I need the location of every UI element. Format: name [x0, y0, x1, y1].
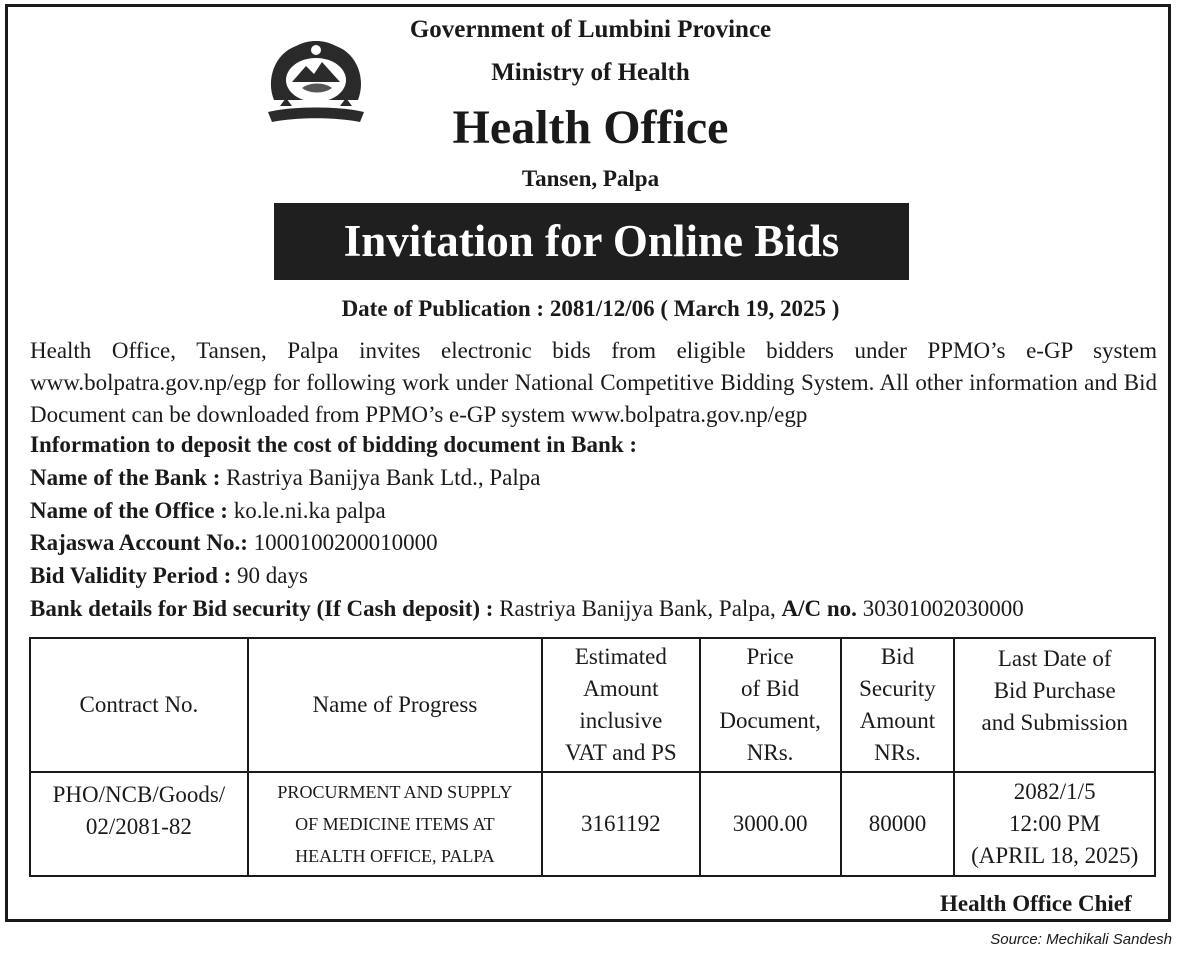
cell-bid-security-amount: 80000	[841, 772, 955, 876]
header-bid-security-amount	[841, 638, 955, 772]
ministry-title: Ministry of Health	[491, 59, 690, 86]
cell-line: PHO/NCB/Goods/	[52, 782, 226, 807]
bids-table	[29, 637, 1156, 877]
signature-title: Health Office Chief	[940, 891, 1132, 916]
validity-value: 90 days	[237, 563, 308, 588]
table-row	[30, 772, 1155, 876]
office-name-value: ko.le.ni.ka palpa	[233, 498, 386, 523]
security-ac-value: 30301002030000	[862, 596, 1024, 621]
cell-line: 12:00 PM	[1009, 811, 1101, 836]
intro-paragraph: Health Office, Tansen, Palpa invites electronic bids from eligible bidders under PPMO’s e-GP system www.bolpatra.gov.np/egp for following work under National Competitive Bidding System. All other information and Bid Document can be downloaded from PPMO’s e-GP system www.bolpatra.gov.np/egp	[30, 338, 1157, 427]
office-name-label: Name of the Office :	[30, 498, 228, 523]
source-credit: Source: Mechikali Sandesh	[990, 931, 1172, 948]
cell-price-of-bid-document: 3000.00	[700, 772, 841, 876]
cell-name-of-progress	[248, 772, 542, 876]
security-label: Bank details for Bid security (If Cash deposit) :	[30, 596, 494, 621]
deposit-heading	[30, 432, 637, 458]
deposit-heading-text: Information to deposit the cost of bidding document in Bank :	[30, 432, 638, 457]
cell-line: 2082/1/5	[1013, 779, 1096, 804]
header-last-date	[954, 638, 1155, 772]
account-label: Rajaswa Account No.:	[30, 530, 248, 555]
office-location: Tansen, Palpa	[521, 166, 660, 191]
cell-line: PROCURMENT AND SUPPLY	[277, 782, 513, 802]
account-value: 1000100200010000	[253, 530, 438, 555]
header-line: Amount	[583, 676, 659, 701]
security-line	[30, 596, 1024, 622]
security-ac-label: A/C no.	[781, 596, 857, 621]
publication-date: Date of Publication : 2081/12/06 ( March 19, 2025 )	[341, 296, 840, 321]
header-name-of-progress: Name of Progress	[248, 638, 542, 772]
cell-line: (APRIL 18, 2025)	[971, 843, 1139, 868]
header-line: Bid Purchase	[993, 678, 1116, 703]
bank-name-line	[30, 465, 540, 491]
government-title: Government of Lumbini Province	[409, 16, 772, 43]
invitation-banner: Invitation for Online Bids	[274, 203, 909, 280]
header-line: VAT and PS	[565, 740, 677, 765]
table-header-row	[30, 638, 1155, 772]
header-line: and Submission	[981, 710, 1128, 735]
header-line: of Bid	[741, 676, 800, 701]
validity-label: Bid Validity Period :	[30, 563, 232, 588]
header-line: Bid	[880, 644, 915, 669]
office-title: Health Office	[452, 101, 729, 154]
bank-name-value: Rastriya Banijya Bank Ltd., Palpa	[226, 465, 541, 490]
header-line: NRs.	[874, 740, 921, 765]
cell-line: OF MEDICINE ITEMS AT	[295, 814, 495, 834]
bank-name-label: Name of the Bank :	[30, 465, 221, 490]
header-price-of-bid-document	[700, 638, 841, 772]
header-line: inclusive	[579, 708, 663, 733]
cell-line: HEALTH OFFICE, PALPA	[295, 846, 495, 866]
cell-line: 02/2081-82	[85, 814, 192, 839]
header-line: Last Date of	[997, 646, 1112, 671]
security-bank: Rastriya Banijya Bank, Palpa,	[499, 596, 776, 621]
header-line: NRs.	[746, 740, 794, 765]
header-line: Document,	[719, 708, 821, 733]
header-line: Price	[746, 644, 794, 669]
header-line: Amount	[859, 708, 936, 733]
account-line	[30, 530, 438, 556]
header-estimated-amount	[542, 638, 700, 772]
cell-estimated-amount: 3161192	[542, 772, 700, 876]
cell-contract-no	[30, 772, 248, 876]
validity-line	[30, 563, 308, 589]
cell-last-date	[954, 772, 1155, 876]
header-line: Security	[859, 676, 936, 701]
office-name-line	[30, 498, 386, 524]
header-line: Estimated	[574, 644, 667, 669]
header-contract-no: Contract No.	[30, 638, 248, 772]
